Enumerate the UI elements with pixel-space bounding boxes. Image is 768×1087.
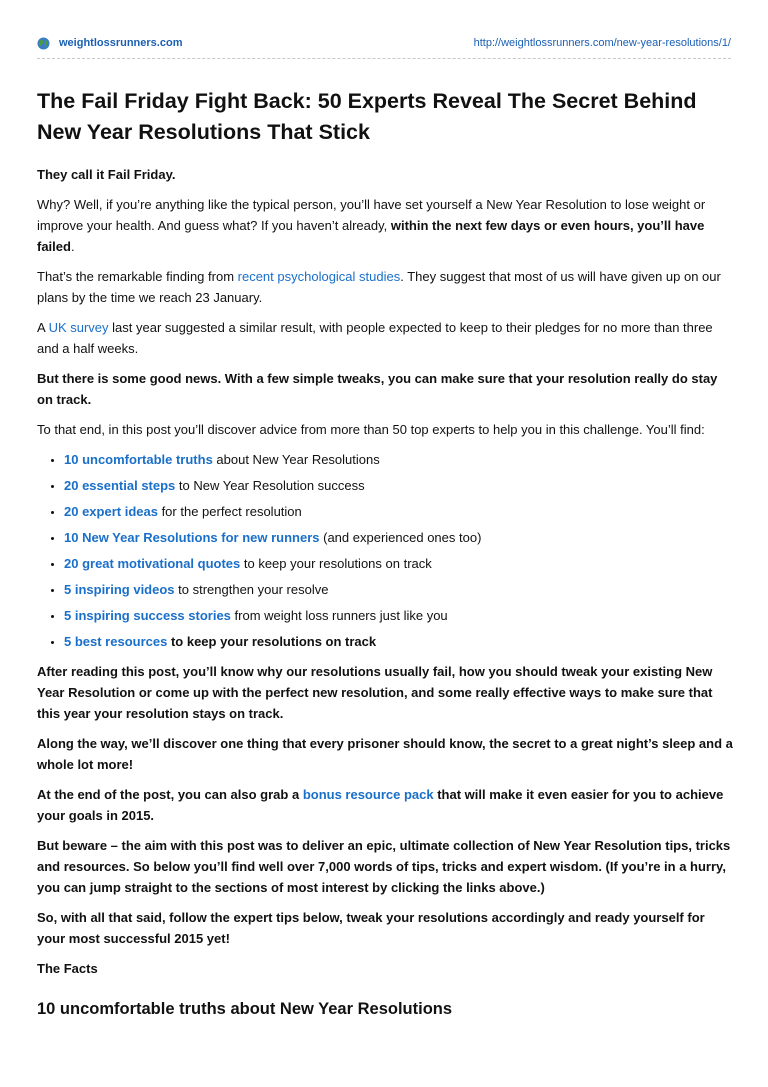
paragraph-9: But beware – the aim with this post was to deliver an epic, ultimate collection of New Year Resolution tips, tricks and resources. So below you’ll find well over 7,000 words of tips, tricks and expert wisdom. (If you’re in a hurry, you can jump straight to the sections of most interest by clicking the links above.) bbox=[37, 838, 731, 895]
article-title: The Fail Friday Fight Back: 50 Experts Reveal The Secret Behind New Year Resolutions That Stick bbox=[37, 89, 697, 144]
list-item-link[interactable]: 20 essential steps bbox=[64, 478, 176, 493]
page-url-link[interactable]: http://weightlossrunners.com/new-year-resolutions/1/ bbox=[473, 37, 731, 49]
list-item bbox=[64, 527, 733, 548]
section-heading: 10 uncomfortable truths about New Year Resolutions bbox=[37, 1000, 453, 1018]
list-item-text: to strengthen your resolve bbox=[174, 582, 329, 597]
page-header bbox=[37, 36, 731, 54]
list-item-text: to New Year Resolution success bbox=[175, 478, 365, 493]
facts-label: The Facts bbox=[37, 961, 98, 976]
list-item-link[interactable]: 5 inspiring videos bbox=[64, 582, 175, 597]
site-link[interactable]: weightlossrunners.com bbox=[59, 37, 183, 49]
header-divider bbox=[37, 58, 731, 59]
contents-list bbox=[37, 449, 733, 652]
list-item-text: to keep your resolutions on track bbox=[240, 556, 432, 571]
paragraph-10: So, with all that said, follow the expert tips below, tweak your resolutions accordingly and ready yourself for your most successful 2015 yet! bbox=[37, 910, 705, 946]
list-item bbox=[64, 449, 733, 470]
list-item-link[interactable]: 10 New Year Resolutions for new runners bbox=[64, 530, 320, 545]
list-item-link[interactable]: 5 inspiring success stories bbox=[64, 608, 231, 623]
psych-studies-link[interactable]: recent psychological studies bbox=[237, 269, 401, 284]
p3-after: last year suggested a similar result, with people expected to keep to their pledges for no more than three and a half weeks. bbox=[37, 320, 713, 356]
list-item bbox=[64, 605, 733, 626]
bonus-pack-link[interactable]: bonus resource pack bbox=[302, 787, 434, 802]
list-item-text: from weight loss runners just like you bbox=[230, 608, 448, 623]
list-item-link[interactable]: 20 great motivational quotes bbox=[64, 556, 241, 571]
list-item-link[interactable]: 10 uncomfortable truths bbox=[64, 452, 213, 467]
paragraph-2 bbox=[37, 266, 733, 308]
intro-paragraph: They call it Fail Friday. bbox=[37, 167, 176, 182]
globe-icon bbox=[37, 37, 50, 50]
paragraph-6: After reading this post, you’ll know why our resolutions usually fail, how you should tweak your existing New Year Resolution or come up with the perfect new resolution, and some really effective ways to make sure that this year your resolution stays on track. bbox=[37, 664, 713, 721]
list-item-text: for the perfect resolution bbox=[157, 504, 302, 519]
paragraph-4: But there is some good news. With a few simple tweaks, you can make sure that your resolution really do stay on track. bbox=[37, 371, 718, 407]
list-item-text: to keep your resolutions on track bbox=[167, 634, 377, 649]
p1-end: . bbox=[70, 239, 75, 254]
uk-survey-link[interactable]: UK survey bbox=[48, 320, 109, 335]
p3-before: A bbox=[37, 320, 49, 335]
list-item bbox=[64, 475, 733, 496]
paragraph-3 bbox=[37, 317, 733, 359]
p2-before: That’s the remarkable finding from bbox=[37, 269, 238, 284]
p8-after: that will make it even easier for you to achieve your goals in 2015. bbox=[37, 787, 724, 823]
article-body bbox=[37, 86, 733, 1021]
paragraph-5: To that end, in this post you’ll discover advice from more than 50 top experts to help you in this challenge. You’ll find: bbox=[37, 422, 705, 437]
list-item-text: (and experienced ones too) bbox=[319, 530, 482, 545]
list-item-link[interactable]: 5 best resources bbox=[64, 634, 168, 649]
paragraph-1 bbox=[37, 194, 733, 257]
list-item bbox=[64, 553, 733, 574]
list-item bbox=[64, 631, 733, 652]
list-item bbox=[64, 501, 733, 522]
p2-after: . They suggest that most of us will have given up on our plans by the time we reach 23 January. bbox=[37, 269, 721, 305]
p1-text: Why? Well, if you’re anything like the typical person, you’ll have set yourself a New Year Resolution to lose weight or improve your health. And guess what? If you haven’t already, bbox=[37, 197, 706, 233]
p1-bold: within the next few days or even hours, you’ll have failed bbox=[37, 218, 705, 254]
paragraph-8 bbox=[37, 784, 733, 826]
list-item bbox=[64, 579, 733, 600]
list-item-text: about New Year Resolutions bbox=[212, 452, 380, 467]
p8-before: At the end of the post, you can also grab a bbox=[37, 787, 303, 802]
list-item-link[interactable]: 20 expert ideas bbox=[64, 504, 158, 519]
paragraph-7: Along the way, we’ll discover one thing that every prisoner should know, the secret to a great night’s sleep and a whole lot more! bbox=[37, 736, 733, 772]
